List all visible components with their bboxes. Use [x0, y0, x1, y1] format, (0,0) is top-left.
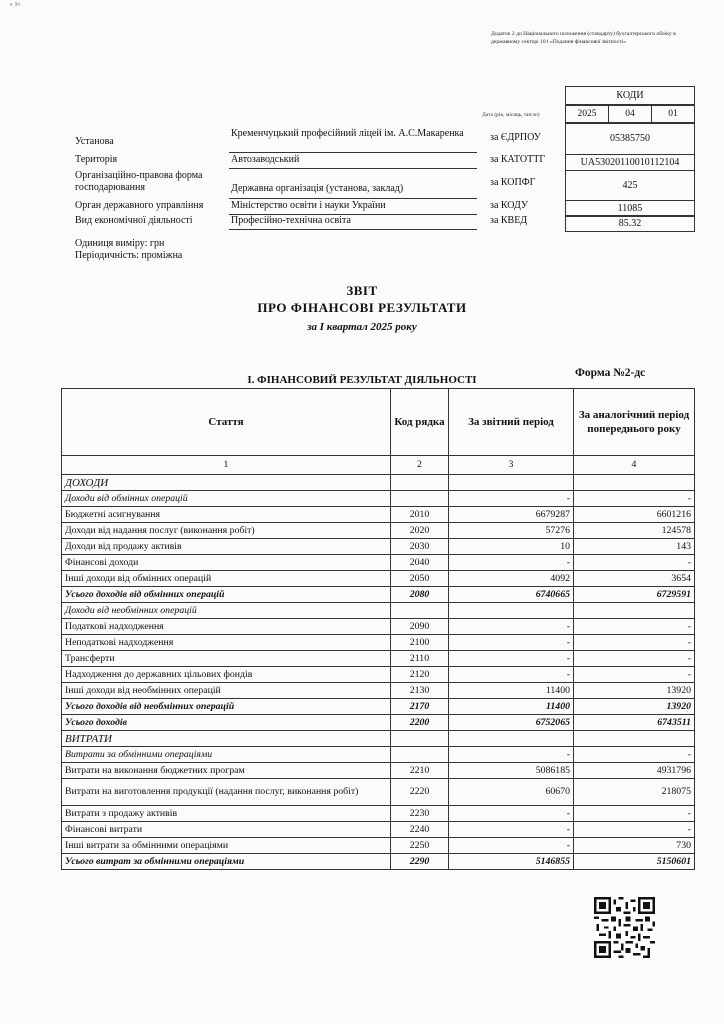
col-number: 4: [574, 456, 695, 475]
row-article: Доходи від продажу активів: [62, 539, 391, 555]
underline: [229, 198, 477, 199]
row-code: 2290: [391, 854, 449, 870]
row-code: 2100: [391, 635, 449, 651]
table-body: [62, 475, 695, 870]
table-row: [62, 779, 695, 806]
code-value: 11085: [565, 200, 695, 217]
table-row: [62, 854, 695, 870]
table-row: [62, 539, 695, 555]
row-previous: -: [574, 619, 695, 635]
row-current: 4092: [449, 571, 574, 587]
row-code: 2110: [391, 651, 449, 667]
row-code: 2220: [391, 779, 449, 806]
row-code: [391, 603, 449, 619]
ident-value: Професійно-технічна освіта: [231, 215, 351, 226]
table-row: [62, 603, 695, 619]
row-code: [391, 731, 449, 747]
row-current: -: [449, 838, 574, 854]
table-row: [62, 619, 695, 635]
row-current: [449, 603, 574, 619]
table-row: [62, 667, 695, 683]
row-code: 2200: [391, 715, 449, 731]
codes-header-label: КОДИ: [616, 90, 644, 101]
underline: [229, 152, 477, 153]
row-code: 2040: [391, 555, 449, 571]
table-row: [62, 587, 695, 603]
row-article: Усього доходів від необмінних операцій: [62, 699, 391, 715]
ident-label: Організаційно-правова форма господарювання: [75, 170, 203, 193]
code-label: за КОДУ: [490, 200, 529, 211]
table-row: [62, 699, 695, 715]
underline: [229, 229, 477, 230]
table-row: [62, 491, 695, 507]
row-code: 2170: [391, 699, 449, 715]
row-article: Фінансові доходи: [62, 555, 391, 571]
row-previous: 13920: [574, 683, 695, 699]
code-value: UA53020110010112104: [565, 154, 695, 171]
table-row: [62, 635, 695, 651]
table-row: [62, 555, 695, 571]
row-current: 6679287: [449, 507, 574, 523]
row-article: Витрати на виготовлення продукції (надання послуг, виконання робіт): [62, 779, 391, 806]
row-previous: 5150601: [574, 854, 695, 870]
row-previous: [574, 475, 695, 491]
row-current: 5146855: [449, 854, 574, 870]
periodicity-label: Періодичність: проміжна: [75, 250, 183, 261]
code-label: за КВЕД: [490, 215, 528, 226]
column-numbers-row: [62, 456, 695, 475]
row-previous: 6743511: [574, 715, 695, 731]
row-article: Усього доходів: [62, 715, 391, 731]
row-previous: 3654: [574, 571, 695, 587]
row-previous: -: [574, 747, 695, 763]
row-previous: -: [574, 491, 695, 507]
row-article: Усього доходів від обмінних операцій: [62, 587, 391, 603]
code-value: 85.32: [565, 215, 695, 232]
col-number: 3: [449, 456, 574, 475]
row-article: Інші доходи від необмінних операцій: [62, 683, 391, 699]
report-subtitle: ПРО ФІНАНСОВІ РЕЗУЛЬТАТИ: [257, 300, 467, 315]
row-article: Доходи від обмінних операцій: [62, 491, 391, 507]
row-current: 6752065: [449, 715, 574, 731]
row-current: -: [449, 619, 574, 635]
row-current: 57276: [449, 523, 574, 539]
row-article: Податкові надходження: [62, 619, 391, 635]
table-row: [62, 571, 695, 587]
row-previous: 730: [574, 838, 695, 854]
col-number: 2: [391, 456, 449, 475]
report-period: за I квартал 2025 року: [307, 321, 417, 333]
table-row: [62, 822, 695, 838]
corner-marks: ᵃ ¹ᵒ: [10, 0, 21, 10]
table-row: [62, 838, 695, 854]
code-label: за КАТОТТГ: [490, 154, 546, 165]
row-current: -: [449, 822, 574, 838]
row-previous: -: [574, 555, 695, 571]
underline: [229, 168, 477, 169]
row-current: 60670: [449, 779, 574, 806]
row-current: 11400: [449, 699, 574, 715]
row-current: -: [449, 667, 574, 683]
ident-label: Установа: [75, 136, 114, 147]
header-article: Стаття: [62, 389, 391, 456]
row-article: Неподаткові надходження: [62, 635, 391, 651]
row-previous: 124578: [574, 523, 695, 539]
table-row: [62, 507, 695, 523]
section-title: І. ФІНАНСОВИЙ РЕЗУЛЬТАТ ДІЯЛЬНОСТІ: [247, 374, 477, 386]
row-code: [391, 475, 449, 491]
row-article: Доходи від необмінних операцій: [62, 603, 391, 619]
header-current: За звітний період: [449, 389, 574, 456]
row-current: -: [449, 747, 574, 763]
row-code: 2080: [391, 587, 449, 603]
row-code: 2210: [391, 763, 449, 779]
row-article: Трансферти: [62, 651, 391, 667]
code-day: 01: [651, 104, 695, 124]
ident-label: Орган державного управління: [75, 200, 204, 211]
row-previous: -: [574, 806, 695, 822]
table-row: [62, 683, 695, 699]
row-article: Витрати на виконання бюджетних програм: [62, 763, 391, 779]
row-article: Витрати з продажу активів: [62, 806, 391, 822]
header-previous: За аналогічний період попереднього року: [574, 389, 695, 456]
code-label: за ЄДРПОУ: [490, 132, 541, 143]
ident-value: Державна організація (установа, заклад): [231, 183, 404, 194]
row-current: 6740665: [449, 587, 574, 603]
row-code: 2030: [391, 539, 449, 555]
row-article: Інші доходи від обмінних операцій: [62, 571, 391, 587]
ident-value: Автозаводський: [231, 154, 300, 165]
code-value: 425: [565, 170, 695, 201]
appendix-note: Додаток 2 до Національного положення (стандарту) бухгалтерського обліку в державному секторі 101 «Подання фінансової звітності»: [491, 31, 676, 45]
row-current: -: [449, 555, 574, 571]
row-previous: 143: [574, 539, 695, 555]
report-title: ЗВІТ: [346, 283, 378, 298]
row-current: 10: [449, 539, 574, 555]
row-article: Доходи від надання послуг (виконання робіт): [62, 523, 391, 539]
code-value: 05385750: [565, 122, 695, 155]
row-previous: 6729591: [574, 587, 695, 603]
row-article: Інші витрати за обмінними операціями: [62, 838, 391, 854]
row-previous: 13920: [574, 699, 695, 715]
table-row: [62, 806, 695, 822]
row-article: Усього витрат за обмінними операціями: [62, 854, 391, 870]
row-code: 2090: [391, 619, 449, 635]
ident-label: Вид економічної діяльності: [75, 215, 193, 226]
row-previous: 218075: [574, 779, 695, 806]
row-article: Витрати за обмінними операціями: [62, 747, 391, 763]
row-code: [391, 747, 449, 763]
row-article: ВИТРАТИ: [62, 731, 391, 747]
table-row: [62, 747, 695, 763]
row-current: -: [449, 635, 574, 651]
code-year: 2025: [565, 104, 609, 124]
row-previous: 6601216: [574, 507, 695, 523]
row-previous: [574, 731, 695, 747]
table-row: [62, 763, 695, 779]
row-code: 2240: [391, 822, 449, 838]
units-label: Одиниця виміру: грн: [75, 238, 165, 249]
row-article: Фінансові витрати: [62, 822, 391, 838]
row-current: 11400: [449, 683, 574, 699]
row-previous: [574, 603, 695, 619]
row-article: Бюджетні асигнування: [62, 507, 391, 523]
date-label: Дата (рік, місяць, число): [482, 112, 540, 118]
row-code: 2230: [391, 806, 449, 822]
form-number: Форма №2-дс: [575, 367, 646, 379]
row-code: 2120: [391, 667, 449, 683]
row-article: Надходження до державних цільових фондів: [62, 667, 391, 683]
col-number: 1: [62, 456, 391, 475]
row-current: -: [449, 806, 574, 822]
row-previous: -: [574, 822, 695, 838]
row-current: [449, 475, 574, 491]
table-row: [62, 475, 695, 491]
ident-value: Міністерство освіти і науки України: [231, 200, 386, 211]
row-current: [449, 731, 574, 747]
financial-results-table: [61, 388, 695, 870]
row-code: 2250: [391, 838, 449, 854]
table-row: [62, 715, 695, 731]
row-code: 2010: [391, 507, 449, 523]
row-current: -: [449, 651, 574, 667]
header-code: Код рядка: [391, 389, 449, 456]
row-article: ДОХОДИ: [62, 475, 391, 491]
code-label: за КОПФГ: [490, 177, 536, 188]
row-code: [391, 491, 449, 507]
row-previous: -: [574, 635, 695, 651]
row-current: 5086185: [449, 763, 574, 779]
row-current: -: [449, 491, 574, 507]
table-row: [62, 731, 695, 747]
table-row: [62, 523, 695, 539]
ident-label: Територія: [75, 154, 118, 165]
row-code: 2020: [391, 523, 449, 539]
row-code: 2130: [391, 683, 449, 699]
table-row: [62, 651, 695, 667]
row-previous: -: [574, 651, 695, 667]
row-code: 2050: [391, 571, 449, 587]
codes-header: [565, 86, 695, 106]
table-header-row: [62, 389, 695, 456]
code-month: 04: [608, 104, 652, 124]
row-previous: 4931796: [574, 763, 695, 779]
ident-value: Кременчуцький професійний ліцей ім. А.С.Макаренка: [231, 128, 464, 139]
qr-code-icon: [594, 897, 655, 958]
row-previous: -: [574, 667, 695, 683]
